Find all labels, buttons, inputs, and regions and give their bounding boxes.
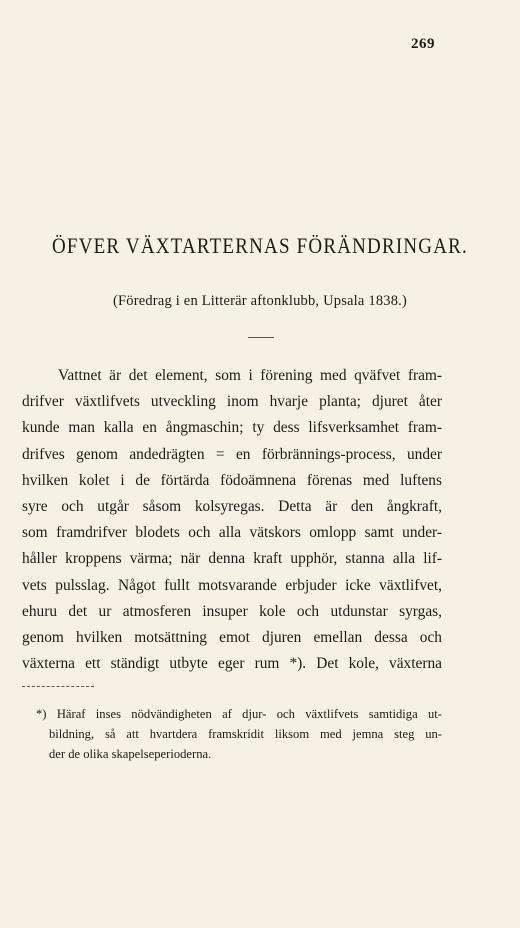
footnote-line: der de olika skapelseperioderna. [49,747,212,761]
body-paragraph [22,363,442,677]
chapter-title: ÖFVER VÄXTARTERNAS FÖRÄNDRINGAR. [52,234,468,259]
body-line: drifver växtlifvets utveckling inom hvarje planta; djuret åter [22,393,442,411]
body-line: vets pulsslag. Något fullt motsvarande erbjuder icke växtlifvet, [22,576,442,594]
page-number: 269 [411,36,435,52]
body-line: syre och utgår såsom kolsyregas. Detta är den ångkraft, [22,497,442,515]
body-line: genom hvilken motsättning emot djuren emellan dessa och [22,628,442,646]
body-line: håller kroppens värma; när denna kraft upphör, stanna alla lif- [22,550,442,568]
body-line: Vattnet är det element, som i förening med qväfvet fram- [58,367,442,384]
footnote [36,704,442,764]
footnote-divider [22,686,94,688]
body-line: ehuru det ur atmosferen insuper kole och utdunstar syrgas, [22,602,442,620]
body-line: som framdrifver blodets och alla vätskors omlopp samt under- [22,524,442,542]
footnote-line: *) Häraf inses nödvändigheten af djur- och växtlifvets samtidiga ut- [36,707,442,721]
body-line: drifves genom andedrägten = en förbrännings-process, under [22,445,442,463]
body-line: hvilken kolet i de förtärda födoämnena förenas med luftens [22,471,442,489]
chapter-subtitle: (Föredrag i en Litterär aftonklubb, Upsala 1838.) [112,293,408,309]
body-line: kunde man kalla en ångmaschin; ty dess lifsverksamhet fram- [22,419,442,437]
title-divider [248,337,274,338]
footnote-line: bildning, så att hvartdera framskridit liksom med jemna steg un- [49,727,442,741]
body-line: växterna ett ständigt utbyte eger rum *). Det kole, växterna [22,655,442,673]
